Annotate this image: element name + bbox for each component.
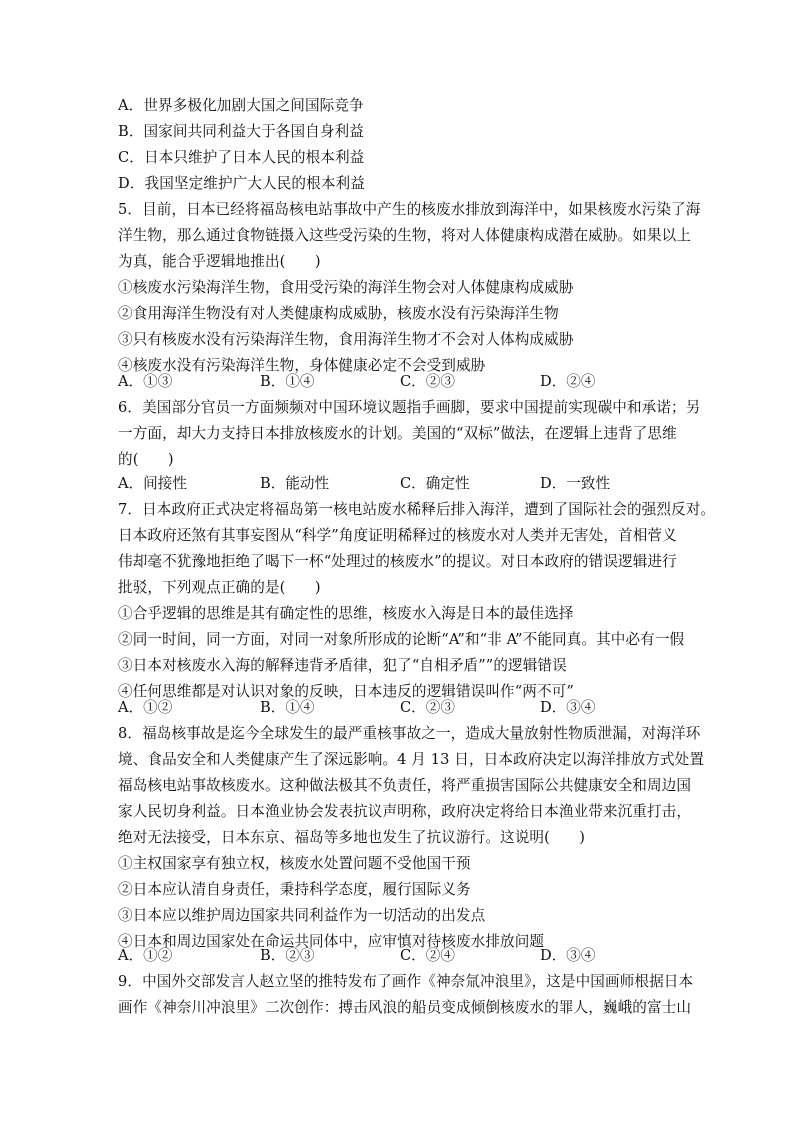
q8-stem-line-3: 福岛核电站事故核废水。这种做法极其不负责任，将严重损害国际公共健康安全和周边国 [118, 777, 692, 794]
q8-item-2: ②日本应认清自身责任，秉持科学态度，履行国际义务 [118, 881, 471, 898]
q7-stem-line-1: 7．日本政府正式决定将福岛第一核电站废水稀释后排入海洋，遭到了国际社会的强烈反对。 [118, 501, 716, 518]
q5-option-b: B．①④ [260, 373, 315, 390]
q7-item-1: ①合乎逻辑的思维是其有确定性的思维，核废水入海是日本的最佳选择 [118, 605, 574, 622]
q7-stem-line-4: 批驳，下列观点正确的是( ) [118, 579, 321, 596]
q5-stem-line-1: 5．目前，日本已经将福岛核电站事故中产生的核废水排放到海洋中，如果核废水污染了海 [118, 201, 701, 218]
q7-item-2: ②同一时间，同一方面，对同一对象所形成的论断“A”和“非 A”不能同真。其中必有一假 [118, 631, 685, 648]
q8-stem-line-4: 家人民切身利益。日本渔业协会发表抗议声明称，政府决定将给日本渔业带来沉重打击， [118, 803, 692, 820]
q4-option-d: D．我国坚定维护广大人民的根本利益 [118, 175, 365, 192]
q7-option-a: A．①② [118, 699, 173, 716]
q5-item-2: ②食用海洋生物没有对人类健康构成威胁，核废水没有污染海洋生物 [118, 305, 559, 322]
q8-item-1: ①主权国家享有独立权，核废水处置问题不受他国干预 [118, 855, 471, 872]
q7-option-d: D．③④ [540, 699, 596, 716]
q8-option-d: D．③④ [540, 947, 596, 964]
q8-option-a: A．①② [118, 947, 173, 964]
q7-item-3: ③日本对核废水入海的解释违背矛盾律，犯了“自相矛盾””的逻辑错误 [118, 657, 567, 674]
q7-option-c: C．②③ [400, 699, 455, 716]
q8-stem-line-5: 绝对无法接受，日本东京、福岛等多地也发生了抗议游行。这说明( ) [118, 829, 586, 846]
q5-item-4: ④核废水没有污染海洋生物，身体健康必定不会受到威胁 [118, 357, 486, 374]
q5-option-c: C．②③ [400, 373, 455, 390]
q8-option-c: C．②④ [400, 947, 455, 964]
q4-option-c: C．日本只维护了日本人民的根本利益 [118, 149, 365, 166]
q7-stem-line-2: 日本政府还煞有其事妄图从“科学”角度证明稀释过的核废水对人类并无害处，首相菅义 [118, 527, 677, 544]
q8-stem-line-2: 境、食品安全和人类健康产生了深远影响。4 月 13 日，日本政府决定以海洋排放方式处置 [118, 751, 705, 768]
q6-option-b: B．能动性 [260, 475, 330, 492]
q8-option-b: B．②③ [260, 947, 315, 964]
q4-option-a: A．世界多极化加剧大国之间国际竞争 [118, 97, 364, 114]
q7-item-4: ④任何思维都是对认识对象的反映，日本违反的逻辑错误叫作“两不可” [118, 683, 574, 700]
q6-stem-line-1: 6．美国部分官员一方面频频对中国环境议题指手画脚，要求中国提前实现碳中和承诺；另 [118, 399, 701, 416]
q6-option-c: C．确定性 [400, 475, 470, 492]
q5-stem-line-3: 为真，能合乎逻辑地推出( ) [118, 253, 321, 270]
q9-stem-line-2: 画作《神奈川冲浪里》二次创作：搏击风浪的船员变成倾倒核废水的罪人，巍峨的富士山 [118, 999, 692, 1016]
q8-stem-line-1: 8．福岛核事故是迄今全球发生的最严重核事故之一，造成大量放射性物质泄漏，对海洋环 [118, 725, 701, 742]
q7-option-b: B．①④ [260, 699, 315, 716]
q6-option-a: A．间接性 [118, 475, 187, 492]
q7-stem-line-3: 伟却毫不犹豫地拒绝了喝下一杯“处理过的核废水”的提议。对日本政府的错误逻辑进行 [118, 553, 677, 570]
q9-stem-line-1: 9．中国外交部发言人赵立坚的推特发布了画作《神奈氚冲浪里》，这是中国画师根据日本 [118, 973, 694, 990]
q5-item-1: ①核废水污染海洋生物，食用受污染的海洋生物会对人体健康构成威胁 [118, 279, 574, 296]
q5-stem-line-2: 洋生物，那么通过食物链摄入这些受污染的生物，将对人体健康构成潜在威胁。如果以上 [118, 227, 692, 244]
q5-option-a: A．①③ [118, 373, 173, 390]
q4-option-b: B．国家间共同利益大于各国自身利益 [118, 123, 364, 140]
q5-item-3: ③只有核废水没有污染海洋生物，食用海洋生物才不会对人体构成威胁 [118, 331, 574, 348]
q5-option-d: D．②④ [540, 373, 596, 390]
q6-option-d: D．一致性 [540, 475, 611, 492]
q6-stem-line-2: 一方面，却大力支持日本排放核废水的计划。美国的“双标”做法，在逻辑上违背了思维 [118, 425, 677, 442]
q6-stem-line-3: 的( ) [118, 451, 174, 468]
q8-item-3: ③日本应以维护周边国家共同利益作为一切活动的出发点 [118, 907, 486, 924]
q8-item-4: ④日本和周边国家处在命运共同体中，应审慎对待核废水排放问题 [118, 933, 545, 950]
